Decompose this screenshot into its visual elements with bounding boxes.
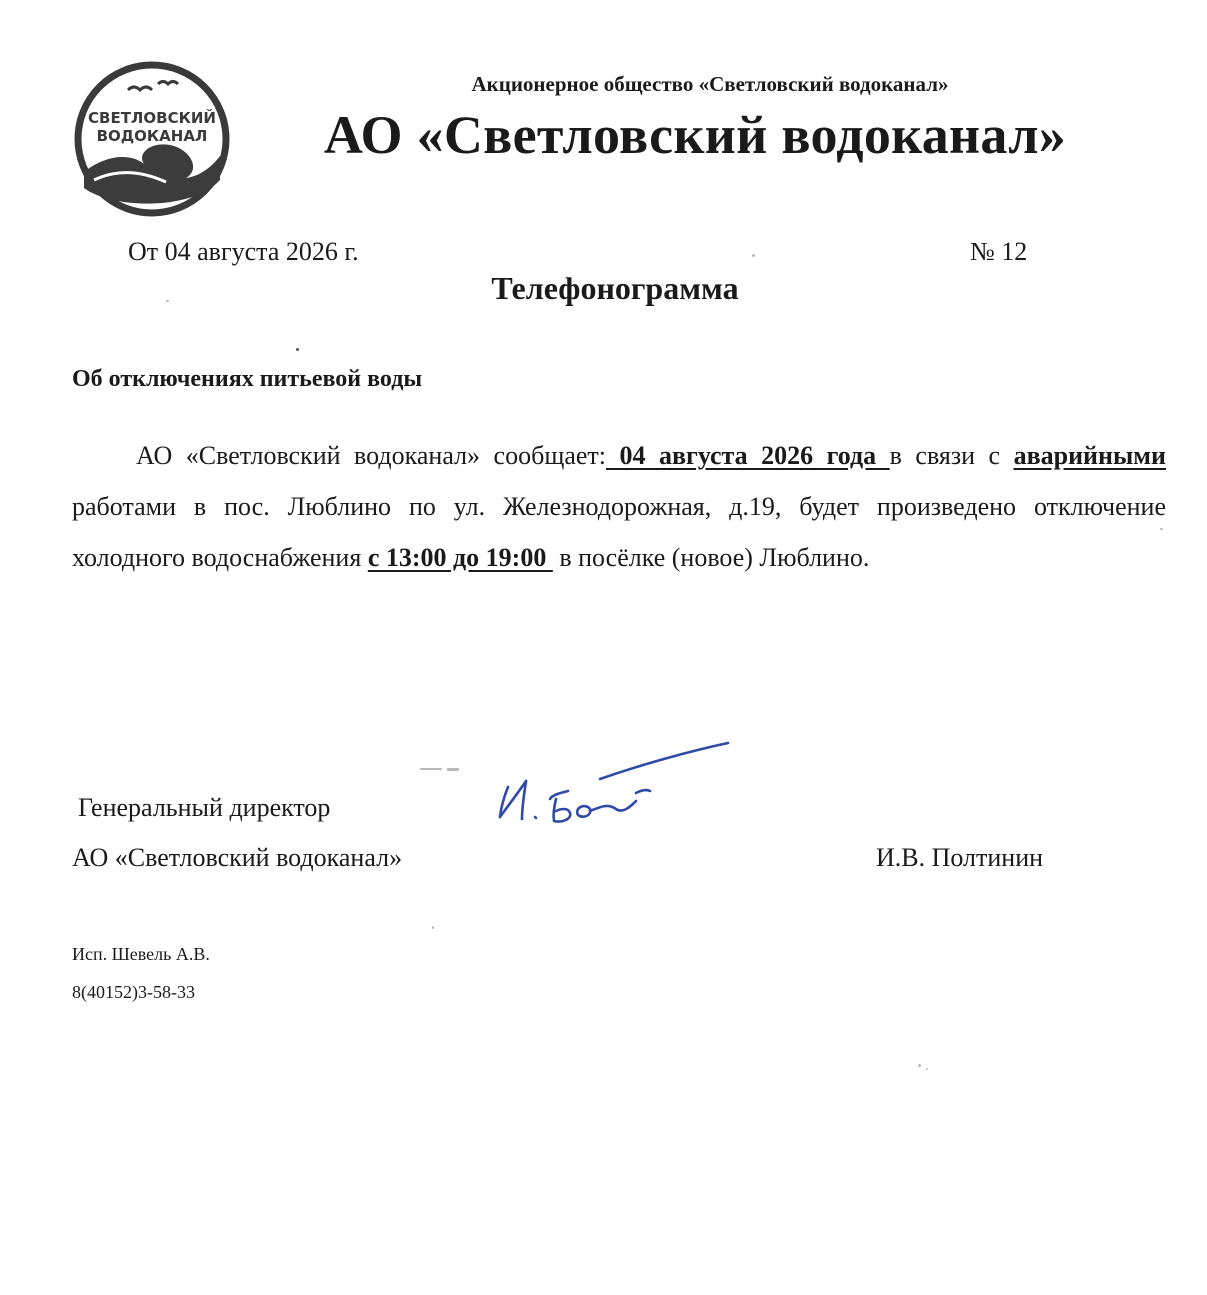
executor-name: Исп. Шевель А.В. <box>72 944 210 964</box>
document-type-title: Телефонограмма <box>491 270 739 306</box>
signatory-title: Генеральный директор <box>78 793 331 822</box>
company-logo <box>74 60 230 218</box>
scan-speck <box>1160 528 1163 530</box>
body-part3: работами в пос. Люблино по ул. Железнодорожная, д.19, будет произведено отключение холодного водоснабжения <box>72 492 1166 572</box>
document-date: От 04 августа 2026 г. <box>128 237 359 266</box>
signatory-organization: АО «Светловский водоканал» <box>72 843 403 872</box>
executor-phone: 8(40152)3-58-33 <box>72 982 195 1002</box>
handwritten-signature <box>400 735 740 835</box>
scan-mark <box>420 768 442 770</box>
body-part1: АО «Светловский водоканал» сообщает: <box>136 441 606 470</box>
scan-speck <box>752 254 755 257</box>
scan-speck <box>918 1064 921 1067</box>
body-part4: в посёлке (новое) Люблино. <box>559 543 870 572</box>
logo-text-line2: ВОДОКАНАЛ <box>96 127 208 145</box>
body-part2: в связи с <box>889 441 1001 470</box>
date-emphasis: 04 августа 2026 года <box>606 441 890 470</box>
signatory-name: И.В. Полтинин <box>876 843 1044 872</box>
scan-speck <box>432 926 434 929</box>
reason-emphasis: аварийными <box>1013 441 1166 470</box>
scan-speck <box>296 348 299 351</box>
scan-mark <box>447 768 459 771</box>
document-number: № 12 <box>970 237 1028 266</box>
scan-speck <box>926 1068 928 1070</box>
scan-speck <box>166 300 169 302</box>
message-body <box>72 430 1166 583</box>
logo-text-line1: СВЕТЛОВСКИЙ <box>88 109 216 127</box>
org-full-name: Акционерное общество «Светловский водоканал» <box>471 72 949 96</box>
subject-line: Об отключениях питьевой воды <box>72 366 423 392</box>
org-short-name: АО «Светловский водоканал» <box>323 105 1067 165</box>
time-emphasis: с 13:00 до 19:00 <box>367 543 553 572</box>
